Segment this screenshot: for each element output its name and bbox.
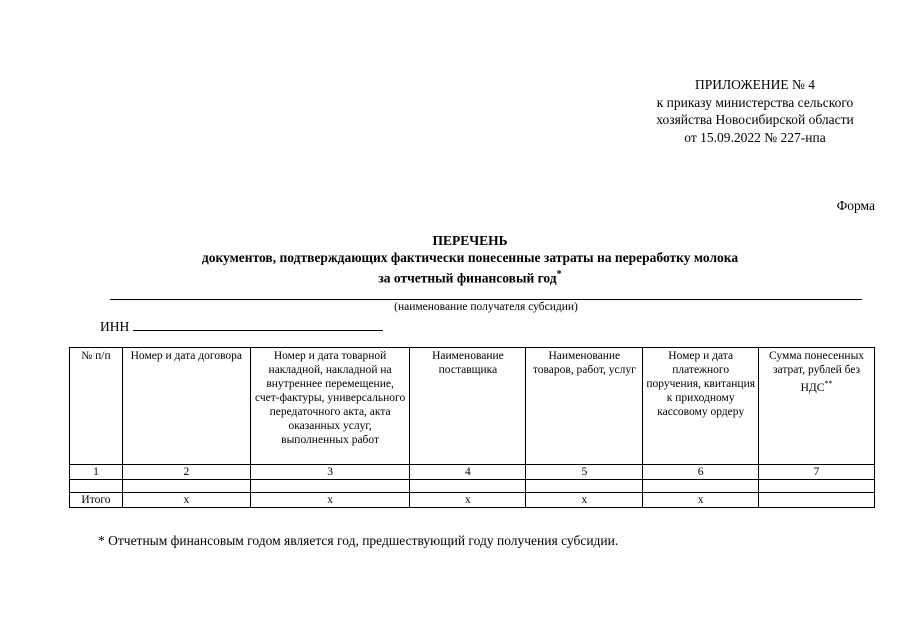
recipient-name-line — [110, 299, 862, 300]
total-amount-cell[interactable] — [759, 493, 875, 508]
document-title — [100, 232, 840, 287]
column-number: 2 — [122, 465, 250, 480]
table-row — [70, 480, 875, 493]
inn-blank-line — [133, 318, 383, 331]
empty-cell[interactable] — [410, 480, 526, 493]
empty-cell[interactable] — [526, 480, 643, 493]
total-mark: x — [250, 493, 410, 508]
header-amount — [759, 348, 875, 465]
empty-cell[interactable] — [250, 480, 410, 493]
appendix-date: от 15.09.2022 № 227-нпа — [684, 129, 826, 145]
footnote-mark: * — [556, 269, 562, 280]
empty-cell[interactable] — [759, 480, 875, 493]
inn-label: ИНН — [100, 319, 130, 334]
footnote: * Отчетным финансовым годом является год, предшествующий году получения субсидии. — [98, 533, 619, 548]
header-waybill: Номер и дата товарной накладной, накладной на внутреннее перемещение, счет-фактуры, универсального передаточного акта, акта оказанных услуг, выполненных работ — [250, 348, 410, 465]
empty-cell[interactable] — [70, 480, 123, 493]
column-number: 5 — [526, 465, 643, 480]
total-mark: x — [122, 493, 250, 508]
column-numbers-row — [70, 465, 875, 480]
empty-cell[interactable] — [643, 480, 759, 493]
total-mark: x — [526, 493, 643, 508]
total-mark: x — [643, 493, 759, 508]
total-row — [70, 493, 875, 508]
appendix-line: хозяйства Новосибирской области — [656, 112, 854, 127]
header-goods: Наименование товаров, работ, услуг — [526, 348, 643, 465]
total-mark: x — [410, 493, 526, 508]
appendix-header — [620, 76, 890, 146]
column-number: 1 — [70, 465, 123, 480]
documents-table — [69, 347, 875, 508]
footnote-mark-double: ** — [824, 379, 833, 388]
column-number: 7 — [759, 465, 875, 480]
title-main: ПЕРЕЧЕНЬ — [432, 233, 508, 248]
column-number: 3 — [250, 465, 410, 480]
appendix-title: ПРИЛОЖЕНИЕ № 4 — [694, 77, 816, 92]
header-supplier: Наименование поставщика — [410, 348, 526, 465]
header-payment: Номер и дата платежного поручения, квитанция к приходному кассовому ордеру — [643, 348, 759, 465]
title-period — [100, 266, 840, 287]
inn-field — [100, 318, 383, 335]
header-number: № п/п — [70, 348, 123, 465]
header-contract: Номер и дата договора — [122, 348, 250, 465]
recipient-caption: (наименование получателя субсидии) — [394, 301, 578, 313]
title-period-text: за отчетный финансовый год — [378, 270, 557, 286]
empty-cell[interactable] — [122, 480, 250, 493]
total-label: Итого — [70, 493, 123, 508]
title-subtitle: документов, подтверждающих фактически понесенные затраты на переработку молока — [201, 250, 739, 265]
appendix-line: к приказу министерства сельского — [656, 94, 854, 110]
form-label: Форма — [836, 198, 875, 213]
table-header-row — [70, 348, 875, 465]
column-number: 6 — [643, 465, 759, 480]
header-amount-text: Сумма понесенных затрат, рублей без НДС — [769, 350, 865, 394]
column-number: 4 — [410, 465, 526, 480]
